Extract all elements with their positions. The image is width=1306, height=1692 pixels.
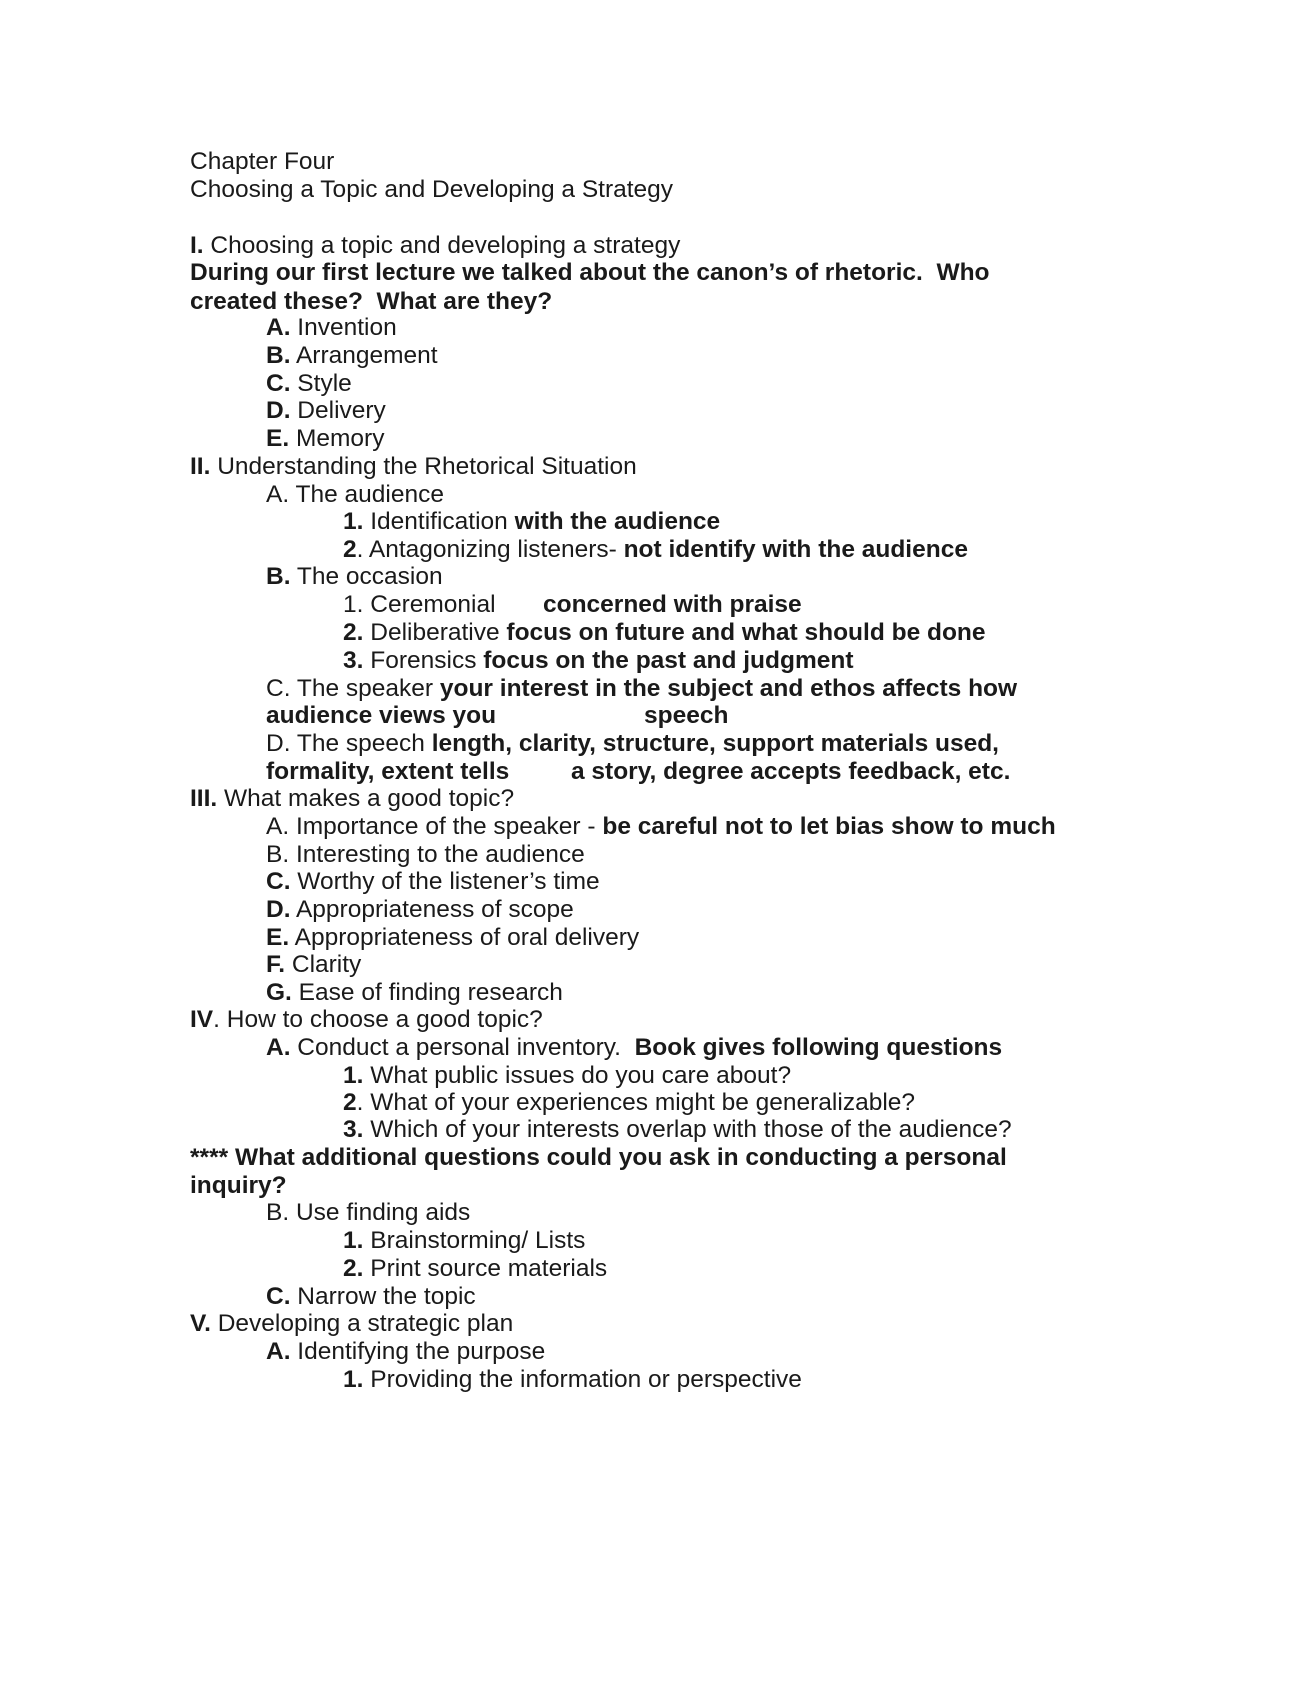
section-3-heading: III. What makes a good topic?	[190, 785, 515, 812]
list-item: 1. Ceremonial concerned with praise	[343, 591, 802, 618]
inquiry-note: **** What additional questions could you ask in conducting a personal	[190, 1144, 1007, 1171]
list-item: 1. Brainstorming/ Lists	[343, 1227, 586, 1254]
list-item: A. Identifying the purpose	[266, 1338, 546, 1365]
section-5-heading: V. Developing a strategic plan	[190, 1310, 514, 1337]
list-item: 2. Antagonizing listeners- not identify with the audience	[343, 536, 968, 563]
list-item: 2. Print source materials	[343, 1255, 608, 1282]
list-item: 2. What of your experiences might be generalizable?	[343, 1089, 916, 1116]
list-item: A. The audience	[266, 481, 444, 508]
list-item: 1. Providing the information or perspective	[343, 1366, 802, 1393]
list-item: C. Narrow the topic	[266, 1283, 476, 1310]
list-item: A. Importance of the speaker - be careful not to let bias show to much	[266, 813, 1056, 840]
chapter-heading: Chapter Four	[190, 148, 335, 175]
list-item: C. Style	[266, 370, 352, 397]
section-4-heading: IV. How to choose a good topic?	[190, 1006, 543, 1033]
chapter-subtitle: Choosing a Topic and Developing a Strategy	[190, 176, 674, 203]
list-item: C. Worthy of the listener’s time	[266, 868, 600, 895]
list-item: C. The speaker your interest in the subject and ethos affects how	[266, 675, 1018, 702]
list-item: 3. Which of your interests overlap with those of the audience?	[343, 1116, 1012, 1143]
list-item: D. Appropriateness of scope	[266, 896, 574, 923]
list-item: F. Clarity	[266, 951, 362, 978]
list-item: 3. Forensics focus on the past and judgment	[343, 647, 854, 674]
list-item: B. The occasion	[266, 563, 443, 590]
list-item: E. Appropriateness of oral delivery	[266, 924, 640, 951]
list-item: 2. Deliberative focus on future and what should be done	[343, 619, 986, 646]
section-1-question: During our first lecture we talked about the canon’s of rhetoric. Who	[190, 259, 990, 286]
section-2-heading: II. Understanding the Rhetorical Situation	[190, 453, 637, 480]
list-item-cont: formality, extent tells a story, degree accepts feedback, etc.	[266, 758, 1011, 785]
list-item-cont: audience views you speech	[266, 702, 729, 729]
list-item: B. Use finding aids	[266, 1199, 471, 1226]
list-item: B. Interesting to the audience	[266, 841, 585, 868]
list-item: A. Conduct a personal inventory. Book gives following questions	[266, 1034, 1003, 1061]
list-item: 1. Identification with the audience	[343, 508, 721, 535]
list-item: G. Ease of finding research	[266, 979, 563, 1006]
list-item: B. Arrangement	[266, 342, 438, 369]
section-1-heading: I. Choosing a topic and developing a strategy	[190, 232, 681, 259]
list-item: A. Invention	[266, 314, 397, 341]
list-item: D. Delivery	[266, 397, 386, 424]
list-item: E. Memory	[266, 425, 385, 452]
inquiry-note-cont: inquiry?	[190, 1172, 287, 1199]
list-item: 1. What public issues do you care about?	[343, 1062, 792, 1089]
section-1-question-cont: created these? What are they?	[190, 288, 553, 315]
list-item: D. The speech length, clarity, structure, support materials used,	[266, 730, 999, 757]
